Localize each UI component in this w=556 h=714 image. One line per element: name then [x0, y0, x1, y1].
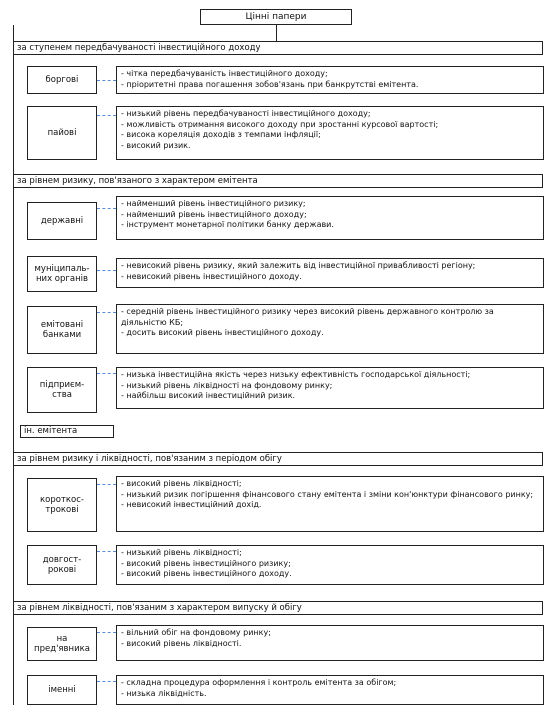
desc-line: - високий рівень ліквідності. [121, 638, 242, 648]
desc-line: - низький ризик погіршення фінансового стану емітента і зміни кон'юнктури фінансового ринку; [121, 489, 534, 499]
desc-line: - високий рівень ліквідності; [121, 479, 242, 488]
title-connector-line [276, 25, 277, 41]
desc-borgovi [116, 66, 544, 94]
section-1-header: за ступенем передбачуваності інвестиційного доходу [13, 41, 543, 55]
desc-line: - пріоритетні права погашення зобов'язань при банкрутстві емітента. [121, 79, 419, 89]
desc-line: - найменший рівень інвестиційного доходу; [121, 209, 307, 219]
category-pidpryiemstva: підприєм-ства [27, 367, 97, 413]
category-dovhostrokovi: довгост-рокові [27, 545, 97, 585]
desc-bankamy [116, 304, 544, 354]
section-3-header: за рівнем ризику і ліквідності, пов'язаним з періодом обігу [13, 452, 543, 466]
desc-pidpryiemstva [116, 367, 544, 409]
desc-line: - високий ризик. [121, 140, 191, 150]
desc-munitsypalni [116, 258, 544, 288]
desc-line: - найбільш високий інвестиційний ризик. [121, 391, 296, 400]
category-na-predyavnyka: на пред'явника [27, 627, 97, 661]
connector-dash [97, 681, 116, 682]
desc-line: - низький рівень ліквідності на фондовому ринку; [121, 380, 333, 390]
connector-dash [97, 632, 116, 633]
connector-dash [97, 373, 116, 374]
category-munitsypalni: муніципаль-них органів [27, 256, 97, 292]
desc-line: - інструмент монетарної політики банку держави. [121, 220, 334, 229]
desc-dovhostrokovi [116, 545, 544, 585]
connector-dash [97, 115, 116, 116]
desc-line: - складна процедура оформлення і контроль емітента за обігом; [121, 678, 397, 687]
category-payovi: пайові [27, 106, 97, 160]
section-2-header: за рівнем ризику, пов'язаного з характером емітента [13, 174, 543, 188]
category-derzhavni: державні [27, 202, 97, 240]
desc-line: - низький рівень ліквідності; [121, 548, 242, 557]
desc-line: - невисокий рівень інвестиційного доходу. [121, 271, 302, 281]
connector-dash [97, 270, 116, 271]
connector-dash [97, 484, 116, 485]
diagram-title: Цінні папери [200, 9, 352, 25]
connector-dash [97, 551, 116, 552]
desc-line: - невисокий рівень ризику, який залежить від інвестиційної привабливості регіону; [121, 261, 476, 270]
connector-dash [97, 312, 116, 313]
section-4-header: за рівнем ліквідності, пов'язаним з характером випуску й обігу [13, 601, 543, 615]
desc-line: - високий рівень інвестиційного ризику; [121, 558, 291, 568]
desc-line: - найменший рівень інвестиційного ризику; [121, 199, 306, 208]
desc-korotkostrokovi [116, 476, 544, 532]
desc-line: - досить високий рівень інвестиційного доходу. [121, 328, 324, 337]
desc-line: - низька інвестиційна якість через низьку ефективність господарської діяльності; [121, 370, 471, 379]
desc-line: - середній рівень інвестиційного ризику через високий рівень державного контролю за діяльністю КБ; [121, 307, 494, 327]
desc-line: - висока кореляція доходів з темпами інфляції; [121, 130, 321, 139]
category-korotkostrokovi: короткос-трокові [27, 478, 97, 532]
desc-line: - невисокий інвестиційний дохід. [121, 500, 262, 509]
desc-line: - низька ліквідність. [121, 688, 207, 698]
connector-dash [97, 80, 116, 81]
desc-line: - можливість отримання високого доходу при зростанні курсової вартості; [121, 119, 439, 129]
connector-dash [97, 208, 116, 209]
category-imenni: іменні [27, 675, 97, 705]
desc-line: - низький рівень передбачуваності інвестиційного доходу; [121, 109, 371, 118]
desc-payovi [116, 106, 544, 160]
desc-imenni [116, 675, 544, 705]
desc-line: - високий рівень інвестиційного доходу. [121, 569, 292, 578]
desc-line: - чітка передбачуваність інвестиційного доходу; [121, 69, 328, 78]
desc-na-predyavnyka [116, 625, 544, 661]
desc-derzhavni [116, 196, 544, 240]
other-issuers-box: ін. емітента [20, 425, 114, 438]
category-bankamy: емітовані банками [27, 306, 97, 354]
category-borgovi: боргові [27, 66, 97, 94]
desc-line: - вільний обіг на фондовому ринку; [121, 628, 271, 637]
